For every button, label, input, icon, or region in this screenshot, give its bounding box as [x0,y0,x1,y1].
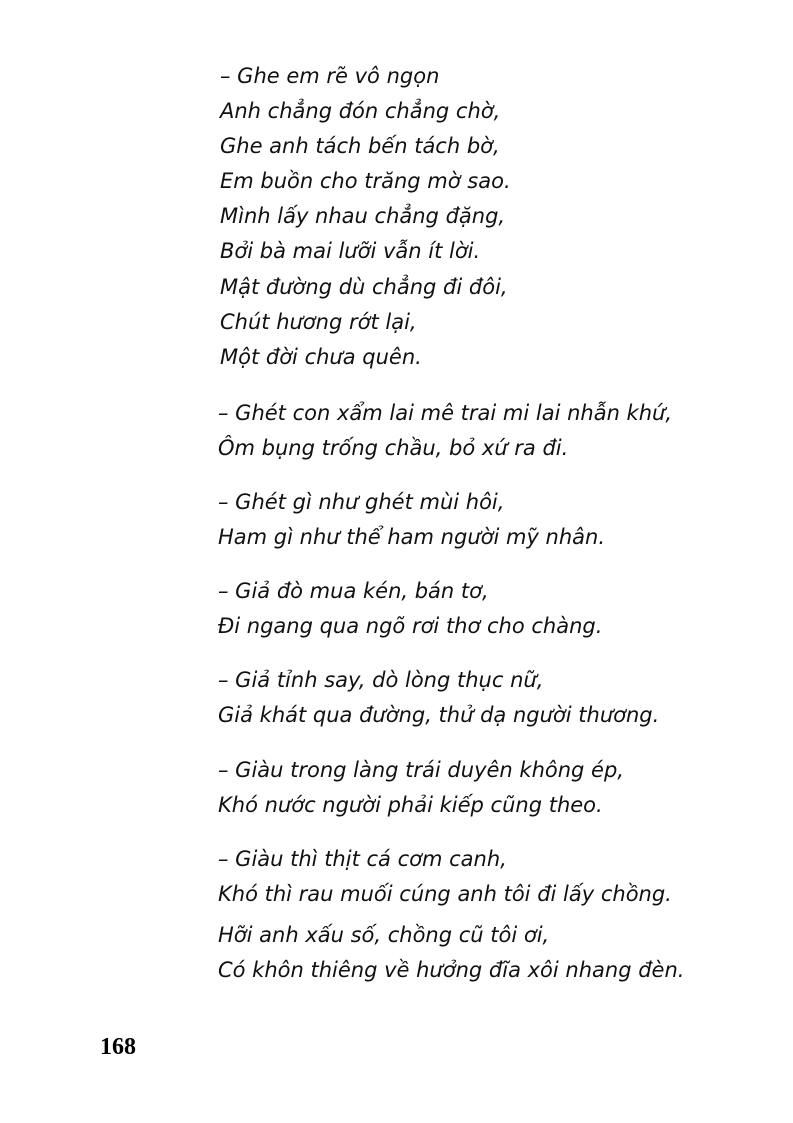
poem-line: Bởi bà mai lưỡi vẫn ít lời. [220,239,481,263]
poem-line: Ham gì như thể ham người mỹ nhân. [218,525,606,549]
poem-line: – Ghe em rẽ vô ngọn [220,64,440,88]
poem-line: Hỡi anh xấu số, chồng cũ tôi ơi, [218,923,550,947]
poem-line: Mình lấy nhau chẳng đặng, [220,204,506,228]
poem-line: – Giả đò mua kén, bán tơ, [218,579,489,603]
poem-line: Em buồn cho trăng mờ sao. [220,169,511,193]
poem-line: Có khôn thiêng về hưởng đĩa xôi nhang đèn. [218,958,685,982]
poem-line: – Giàu thì thịt cá cơm canh, [218,847,507,871]
page-number: 168 [100,1034,136,1060]
poem-line: Ôm bụng trống chầu, bỏ xứ ra đi. [218,436,569,460]
poem-line: Ghe anh tách bến tách bờ, [220,134,500,158]
poem-line: Một đời chưa quên. [220,345,422,369]
poem-line: Mật đường dù chẳng đi đôi, [220,275,508,299]
poem-line: Đi ngang qua ngõ rơi thơ cho chàng. [218,614,603,638]
poem-line: Anh chẳng đón chẳng chờ, [220,99,501,123]
poem-line: – Giả tỉnh say, dò lòng thục nữ, [218,668,544,692]
poem-line: – Ghét con xẩm lai mê trai mi lai nhẫn khứ, [218,401,673,425]
poem-line: – Ghét gì như ghét mùi hôi, [218,490,505,514]
poem-line: Khó nước người phải kiếp cũng theo. [218,793,603,817]
poem-line: – Giàu trong làng trái duyên không ép, [218,758,624,782]
poem-line: Khó thì rau muối cúng anh tôi đi lấy chồng. [218,882,672,906]
poem-line: Chút hương rớt lại, [220,310,417,334]
poem-line: Giả khát qua đường, thử dạ người thương. [218,703,660,727]
